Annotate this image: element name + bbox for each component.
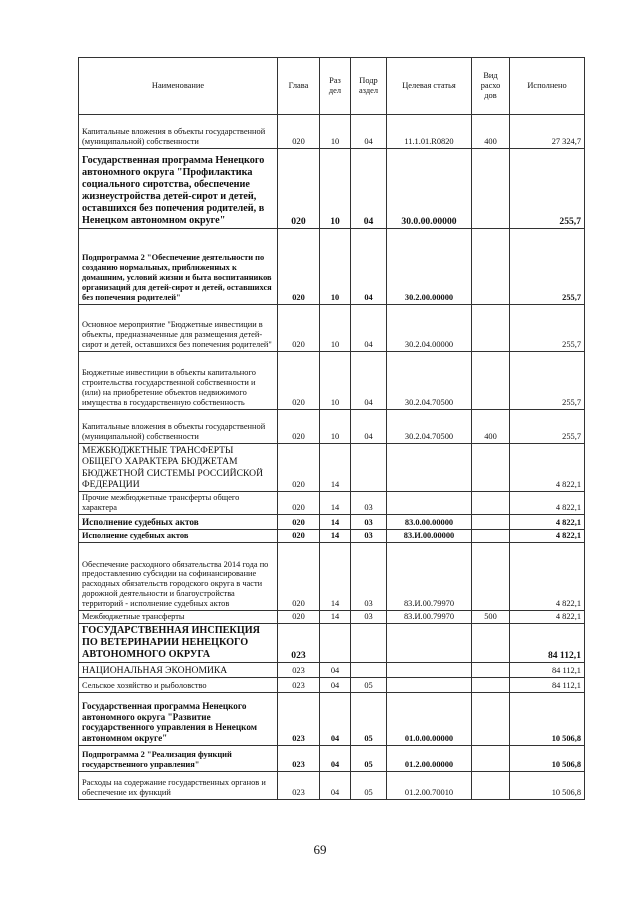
row-target: 30.0.00.00000	[387, 149, 472, 229]
row-vid: 500	[472, 611, 510, 624]
row-glava: 020	[278, 149, 320, 229]
header-vid: Вид расхо дов	[472, 58, 510, 115]
row-podrazdel: 04	[351, 115, 387, 149]
row-glava: 020	[278, 611, 320, 624]
row-name: Капитальные вложения в объекты государственной (муниципальной) собственности	[79, 410, 278, 444]
row-glava: 023	[278, 772, 320, 800]
row-vid	[472, 492, 510, 515]
row-executed: 4 822,1	[510, 492, 585, 515]
row-glava: 023	[278, 678, 320, 693]
table-row	[79, 693, 585, 746]
row-target: 01.0.00.00000	[387, 693, 472, 746]
row-podrazdel: 04	[351, 229, 387, 305]
row-podrazdel: 04	[351, 305, 387, 352]
row-vid	[472, 305, 510, 352]
row-glava: 020	[278, 305, 320, 352]
row-executed: 255,7	[510, 352, 585, 410]
row-target: 83.0.00.00000	[387, 515, 472, 530]
row-razdel: 14	[320, 530, 351, 543]
row-vid	[472, 663, 510, 678]
row-podrazdel	[351, 444, 387, 492]
row-podrazdel	[351, 624, 387, 663]
row-vid	[472, 530, 510, 543]
table-row	[79, 772, 585, 800]
row-glava: 020	[278, 352, 320, 410]
header-executed: Исполнено	[510, 58, 585, 115]
row-razdel: 10	[320, 149, 351, 229]
table-row	[79, 444, 585, 492]
row-target	[387, 492, 472, 515]
table-row	[79, 663, 585, 678]
row-name: Исполнение судебных актов	[79, 530, 278, 543]
row-vid	[472, 352, 510, 410]
row-vid	[472, 624, 510, 663]
table-row	[79, 115, 585, 149]
row-target: 30.2.04.00000	[387, 305, 472, 352]
row-vid	[472, 772, 510, 800]
row-razdel: 14	[320, 515, 351, 530]
row-name: Межбюджетные трансферты	[79, 611, 278, 624]
row-target: 30.2.00.00000	[387, 229, 472, 305]
row-target	[387, 624, 472, 663]
row-executed: 84 112,1	[510, 624, 585, 663]
row-target: 01.2.00.70010	[387, 772, 472, 800]
row-glava: 020	[278, 515, 320, 530]
row-name: Прочие межбюджетные трансферты общего характера	[79, 492, 278, 515]
row-vid	[472, 229, 510, 305]
row-glava: 023	[278, 693, 320, 746]
row-name: Исполнение судебных актов	[79, 515, 278, 530]
row-razdel: 04	[320, 746, 351, 772]
row-podrazdel: 04	[351, 410, 387, 444]
table-row	[79, 515, 585, 530]
row-razdel: 14	[320, 611, 351, 624]
table-row	[79, 624, 585, 663]
row-razdel: 04	[320, 663, 351, 678]
row-vid	[472, 543, 510, 611]
row-name: Основное мероприятие "Бюджетные инвестиции в объекты, предназначенные для размещения детей-сирот и детей, оставшихся без попечения родителей"	[79, 305, 278, 352]
row-glava: 020	[278, 444, 320, 492]
table-row	[79, 352, 585, 410]
table-row	[79, 678, 585, 693]
row-name: МЕЖБЮДЖЕТНЫЕ ТРАНСФЕРТЫ ОБЩЕГО ХАРАКТЕРА БЮДЖЕТАМ БЮДЖЕТНОЙ СИСТЕМЫ РОССИЙСКОЙ ФЕДЕРАЦИИ	[79, 444, 278, 492]
row-glava: 020	[278, 229, 320, 305]
row-razdel: 04	[320, 678, 351, 693]
row-glava: 023	[278, 624, 320, 663]
table-row	[79, 229, 585, 305]
table-header-row	[79, 58, 585, 115]
row-razdel: 14	[320, 543, 351, 611]
row-name: Сельское хозяйство и рыболовство	[79, 678, 278, 693]
row-glava: 020	[278, 410, 320, 444]
row-name: ГОСУДАРСТВЕННАЯ ИНСПЕКЦИЯ ПО ВЕТЕРИНАРИИ НЕНЕЦКОГО АВТОНОМНОГО ОКРУГА	[79, 624, 278, 663]
table-row	[79, 543, 585, 611]
row-razdel: 10	[320, 410, 351, 444]
row-executed: 27 324,7	[510, 115, 585, 149]
table-row	[79, 530, 585, 543]
table-row	[79, 410, 585, 444]
row-target: 30.2.04.70500	[387, 352, 472, 410]
row-name: Расходы на содержание государственных органов и обеспечение их функций	[79, 772, 278, 800]
header-target: Целевая статья	[387, 58, 472, 115]
row-executed: 4 822,1	[510, 611, 585, 624]
row-glava: 023	[278, 746, 320, 772]
table-row	[79, 611, 585, 624]
row-vid: 400	[472, 115, 510, 149]
row-vid	[472, 444, 510, 492]
row-vid	[472, 515, 510, 530]
row-name: Государственная программа Ненецкого автономного округа "Развитие государственного управления в Ненецком автономном округе"	[79, 693, 278, 746]
row-executed: 10 506,8	[510, 772, 585, 800]
row-name: Подпрограмма 2 "Реализация функций государственного управления"	[79, 746, 278, 772]
row-name: НАЦИОНАЛЬНАЯ ЭКОНОМИКА	[79, 663, 278, 678]
row-razdel: 04	[320, 772, 351, 800]
row-podrazdel: 03	[351, 515, 387, 530]
row-target: 11.1.01.R0820	[387, 115, 472, 149]
row-glava: 020	[278, 115, 320, 149]
row-podrazdel: 03	[351, 611, 387, 624]
budget-execution-table	[78, 57, 585, 800]
row-executed: 10 506,8	[510, 693, 585, 746]
row-glava: 020	[278, 492, 320, 515]
row-razdel: 10	[320, 352, 351, 410]
row-name: Капитальные вложения в объекты государственной (муниципальной) собственности	[79, 115, 278, 149]
row-executed: 255,7	[510, 149, 585, 229]
row-target	[387, 444, 472, 492]
row-target: 83.И.00.00000	[387, 530, 472, 543]
row-vid	[472, 693, 510, 746]
row-target	[387, 663, 472, 678]
header-razdel: Раз дел	[320, 58, 351, 115]
row-target: 01.2.00.00000	[387, 746, 472, 772]
row-podrazdel	[351, 663, 387, 678]
row-name: Подпрограмма 2 "Обеспечение деятельности по созданию нормальных, приближенных к домашним, условий жизни и быта воспитанников организаций для детей-сирот и детей, оставшихся без попечения родителей"	[79, 229, 278, 305]
row-name: Государственная программа Ненецкого автономного округа "Профилактика социального сиротства, обеспечение жизнеустройства детей-сирот и детей, оставшихся без попечения родителей, в Ненецком автономном округе"	[79, 149, 278, 229]
row-podrazdel: 03	[351, 543, 387, 611]
row-razdel	[320, 624, 351, 663]
row-name: Обеспечение расходного обязательства 2014 года по предоставлению субсидии на софинансирование расходных обязательств городского округа в части дорожной деятельности и благоустройства территорий - исполнение судебных актов	[79, 543, 278, 611]
row-executed: 4 822,1	[510, 444, 585, 492]
row-vid	[472, 746, 510, 772]
row-target: 83.И.00.79970	[387, 611, 472, 624]
row-executed: 255,7	[510, 410, 585, 444]
row-podrazdel: 03	[351, 530, 387, 543]
header-podrazdel: Подр аздел	[351, 58, 387, 115]
row-vid	[472, 149, 510, 229]
row-glava: 023	[278, 663, 320, 678]
row-razdel: 14	[320, 492, 351, 515]
row-podrazdel: 04	[351, 149, 387, 229]
row-executed: 84 112,1	[510, 678, 585, 693]
row-razdel: 04	[320, 693, 351, 746]
row-razdel: 10	[320, 229, 351, 305]
table-row	[79, 492, 585, 515]
row-executed: 4 822,1	[510, 530, 585, 543]
row-podrazdel: 04	[351, 352, 387, 410]
row-name: Бюджетные инвестиции в объекты капитального строительства государственной собственности и (или) на приобретение объектов недвижимого имущества в государственную собственность	[79, 352, 278, 410]
row-vid: 400	[472, 410, 510, 444]
row-glava: 020	[278, 543, 320, 611]
row-executed: 255,7	[510, 305, 585, 352]
row-target	[387, 678, 472, 693]
row-target: 83.И.00.79970	[387, 543, 472, 611]
header-name: Наименование	[79, 58, 278, 115]
row-vid	[472, 678, 510, 693]
table-row	[79, 149, 585, 229]
header-glava: Глава	[278, 58, 320, 115]
row-razdel: 10	[320, 305, 351, 352]
row-executed: 255,7	[510, 229, 585, 305]
row-target: 30.2.04.70500	[387, 410, 472, 444]
row-podrazdel: 05	[351, 678, 387, 693]
row-executed: 10 506,8	[510, 746, 585, 772]
table-row	[79, 746, 585, 772]
row-executed: 4 822,1	[510, 543, 585, 611]
row-executed: 4 822,1	[510, 515, 585, 530]
row-podrazdel: 05	[351, 746, 387, 772]
row-razdel: 10	[320, 115, 351, 149]
table-row	[79, 305, 585, 352]
row-executed: 84 112,1	[510, 663, 585, 678]
row-glava: 020	[278, 530, 320, 543]
row-podrazdel: 03	[351, 492, 387, 515]
row-podrazdel: 05	[351, 693, 387, 746]
row-razdel: 14	[320, 444, 351, 492]
row-podrazdel: 05	[351, 772, 387, 800]
page-number: 69	[313, 842, 327, 857]
